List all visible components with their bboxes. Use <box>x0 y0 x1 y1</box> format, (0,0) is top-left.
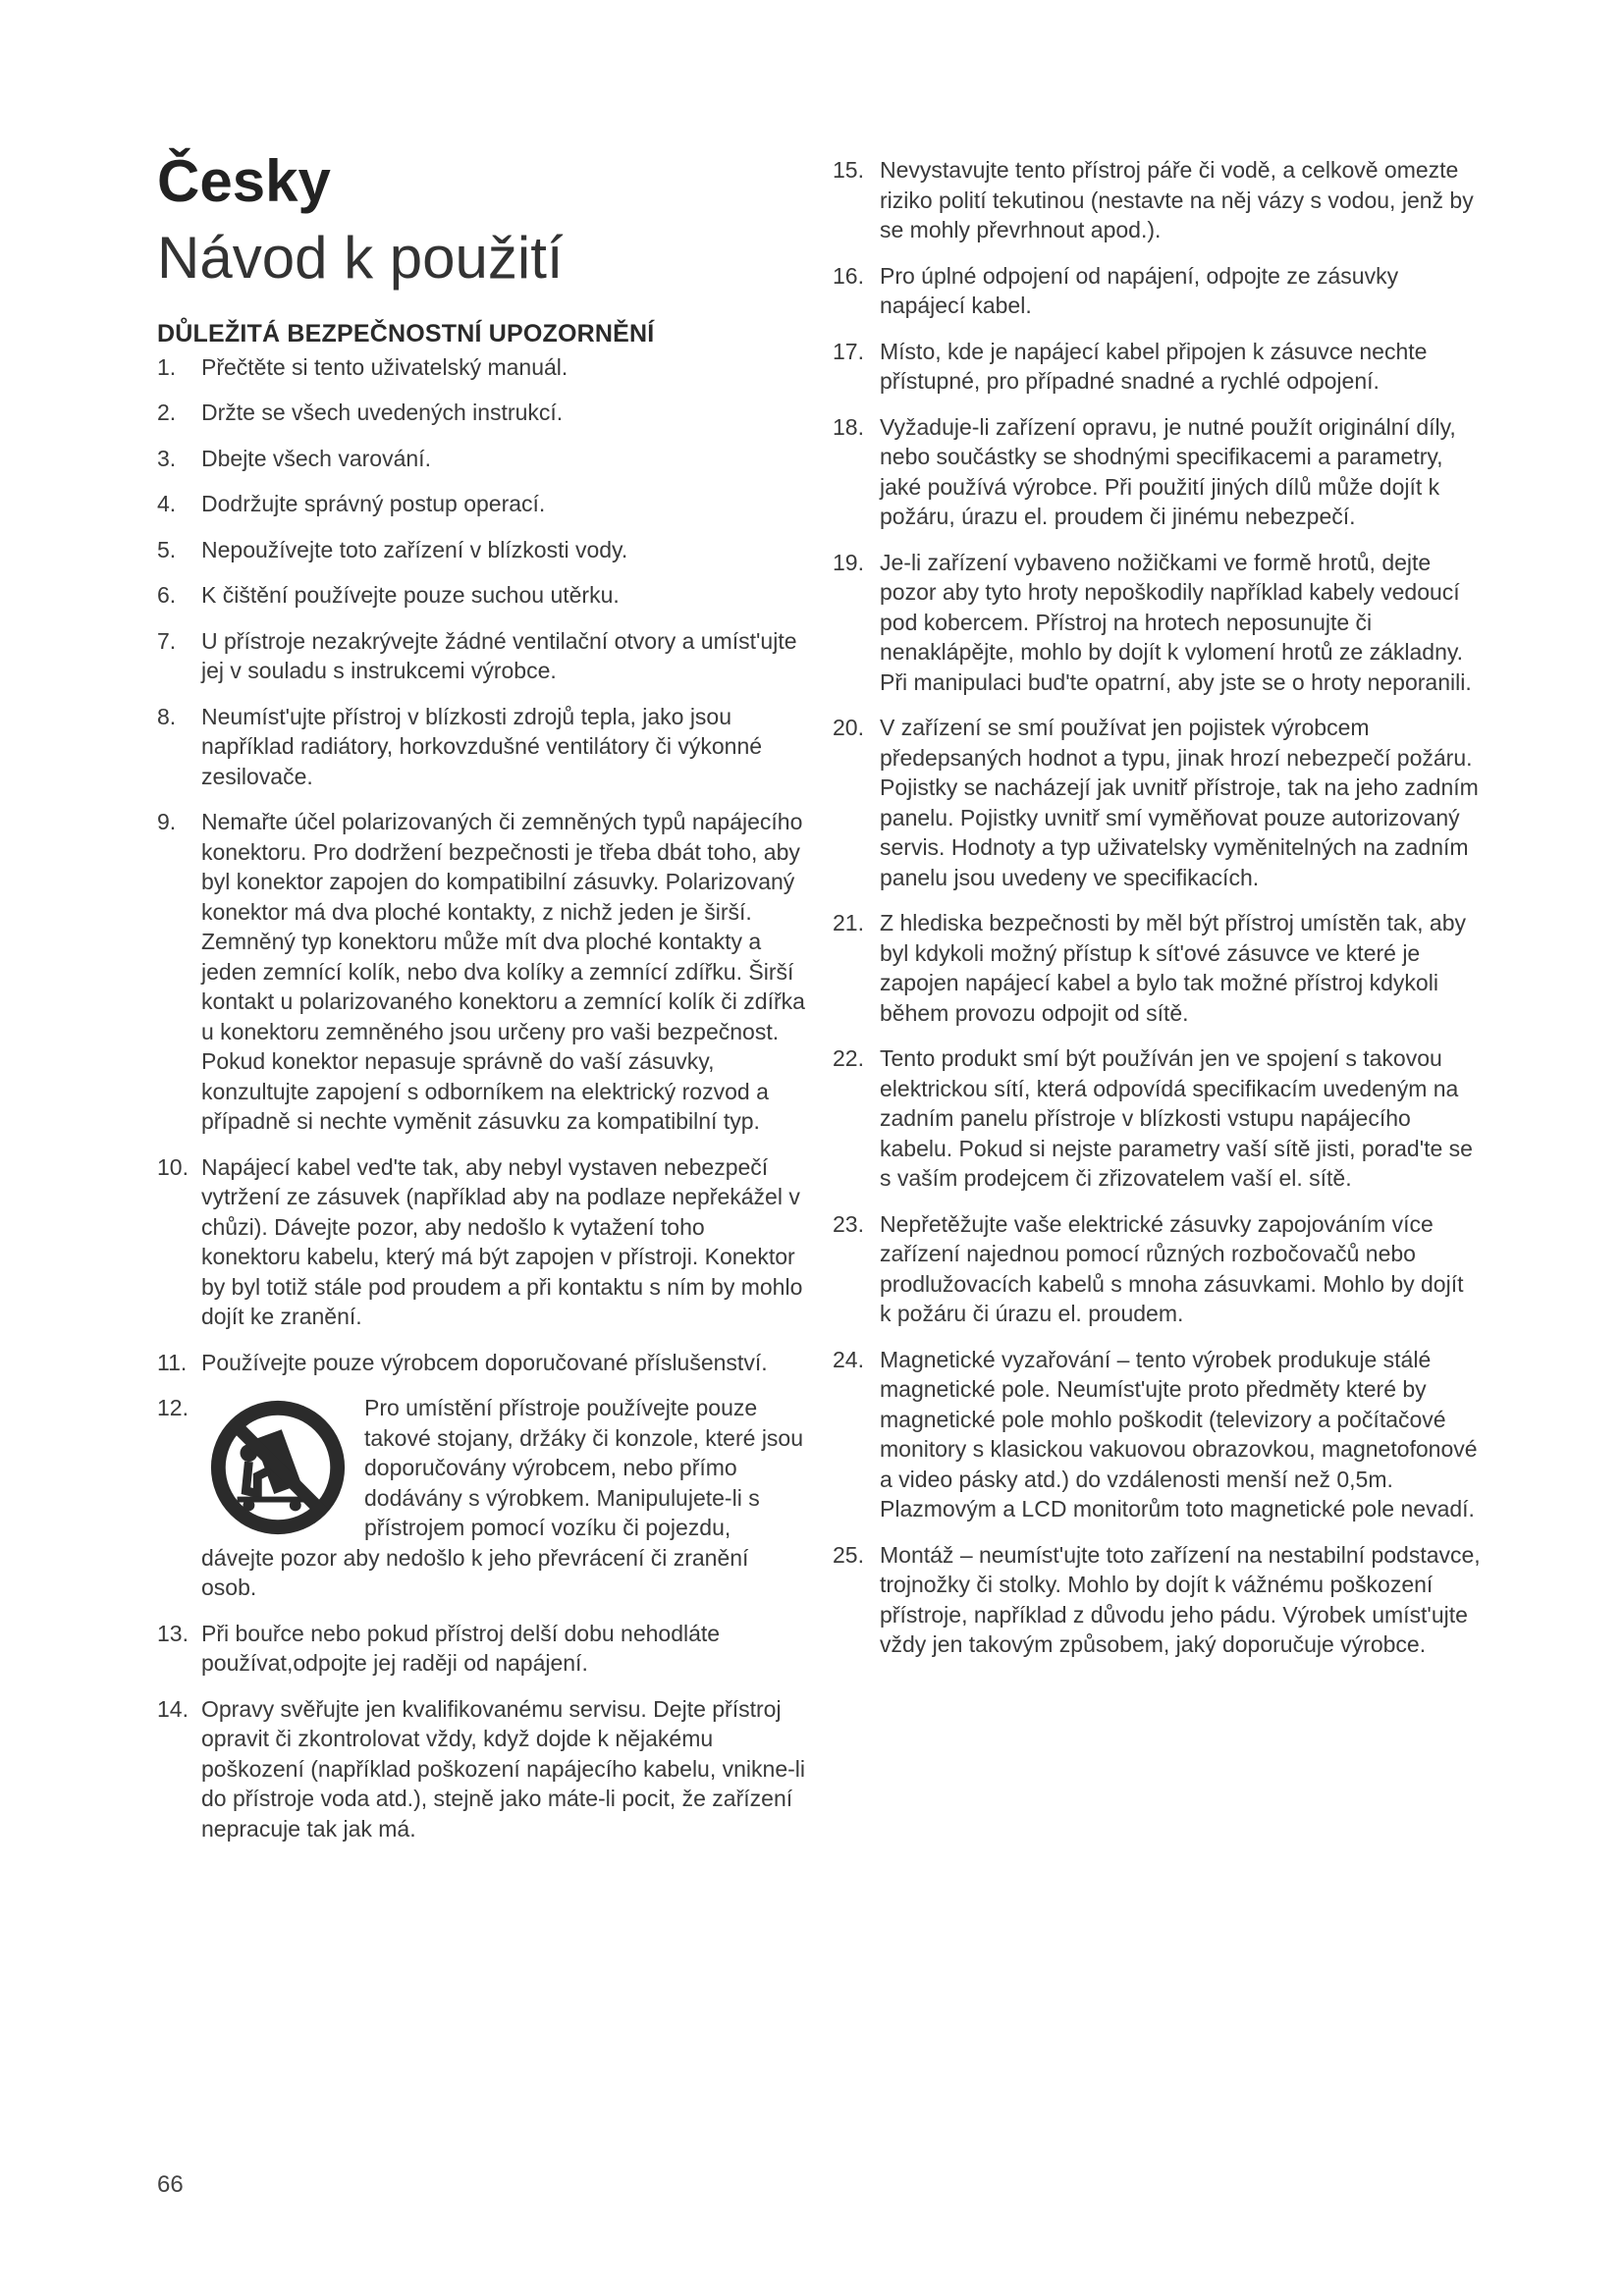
list-item <box>157 1619 805 1679</box>
list-item <box>157 626 805 686</box>
list-item <box>833 1209 1481 1329</box>
item-number: 20. <box>833 715 864 740</box>
list-item <box>157 1694 805 1844</box>
item-text: Nepřetěžujte vaše elektrické zásuvky zapojováním více zařízení najednou pomocí různých rozbočovačů nebo prodlužovacích kabelů s mnoha zásuvkami. Mohlo by dojít k požáru či úrazu el. proudem. <box>880 1210 1464 1326</box>
item-number: 2. <box>157 400 177 425</box>
list-item <box>833 548 1481 698</box>
item-number: 11. <box>157 1349 188 1375</box>
list-item <box>833 908 1481 1028</box>
item-text: Dodržujte správný postup operací. <box>201 491 546 516</box>
item-number: 15. <box>833 157 864 183</box>
item-text: Nemařte účel polarizovaných či zemněných typů napájecího konektoru. Pro dodržení bezpečnosti je třeba dbát toho, aby byl konektor zapojen do kompatibilní zásuvky. Polarizovaný konektor má dva ploché kontakty, z nichž jeden je širší. Zemněný typ konektoru může mít dva ploché kontakty a jeden zemnící kolík, nebo dva kolíky a zemnící zdířku. Širší kontakt u polarizovaného konektoru a zemnící kolík či zdířka u konektoru zemněného jsou určeny pro vaši bezpečnost. Pokud konektor nepasuje správně do vaší zásuvky, konzultujte zapojení s odborníkem na elektrický rozvod a případně si nechte vyměnit zásuvku za kompatibilní typ. <box>201 809 805 1134</box>
item-number: 23. <box>833 1210 864 1237</box>
item-number: 22. <box>833 1045 864 1071</box>
item-text: Nepoužívejte toto zařízení v blízkosti vody. <box>201 536 628 562</box>
item-number: 21. <box>833 910 864 935</box>
item-number: 10. <box>157 1153 189 1180</box>
item-text: Tento produkt smí být používán jen ve spojení s takovou elektrickou sítí, která odpovídá specifikacím uvedeným na zadním panelu přístroje v blízkosti vstupu napájecího kabelu. Pokud si nejste parametry vaší sítě jisti, porad'te se s vaším prodejcem či zřizovatelem vaší el. sítě. <box>880 1045 1473 1191</box>
item-number: 19. <box>833 549 864 575</box>
item-number: 14. <box>157 1695 189 1722</box>
item-text: Je-li zařízení vybaveno nožičkami ve formě hrotů, dejte pozor aby tyto hroty nepoškodily například kabely vedoucí pod kobercem. Přístroj na hrotech neposunujte či nenaklápějte, mohlo by dojít k vylomení hrotů ze základny. Při manipulaci bud'te opatrní, aby jste se o hroty neporanili. <box>880 549 1472 695</box>
list-item <box>157 1152 805 1332</box>
item-text: Držte se všech uvedených instrukcí. <box>201 400 564 425</box>
list-item <box>833 713 1481 892</box>
list-item <box>157 535 805 565</box>
cart-tipover-warning-icon <box>205 1395 351 1540</box>
section-heading: DŮLEŽITÁ BEZPEČNOSTNÍ UPOZORNĚNÍ <box>157 320 655 347</box>
item-number: 12. <box>157 1395 189 1420</box>
list-item <box>157 489 805 519</box>
item-number: 1. <box>157 353 177 380</box>
item-number: 24. <box>833 1346 864 1372</box>
item-text: K čištění používejte pouze suchou utěrku. <box>201 582 620 608</box>
left-column <box>157 319 805 1859</box>
language-title: Česky <box>157 148 331 214</box>
list-item <box>833 1345 1481 1524</box>
item-number: 16. <box>833 262 864 289</box>
item-text: Montáž – neumíst'ujte toto zařízení na nestabilní podstavce, trojnožky či stolky. Mohlo by dojít k vážnému poškození přístroje, například z důvodu jeho pádu. Výrobek umíst'ujte vždy jen takovým způsobem, jaký doporučuje výrobce. <box>880 1541 1481 1657</box>
item-number: 3. <box>157 445 177 471</box>
item-text: Neumíst'ujte přístroj v blízkosti zdrojů tepla, jako jsou například radiátory, horkovzdušné ventilátory či výkonné zesilovače. <box>201 703 763 789</box>
page-number: 66 <box>157 2171 184 2198</box>
list-item <box>833 155 1481 245</box>
item-number: 8. <box>157 703 177 729</box>
item-text: Opravy svěřujte jen kvalifikovanému servisu. Dejte přístroj opravit či zkontrolovat vždy, když dojde k nějakému poškození (například poškození napájecího kabelu, vnikne-li do přístroje voda atd.), stejně jako máte-li pocit, že zařízení nepracuje tak jak má. <box>201 1695 805 1842</box>
list-item <box>157 702 805 792</box>
item-number: 13. <box>157 1620 189 1646</box>
item-text: Pro umístění přístroje používejte pouze takové stojany, držáky či konzole, které jsou doporučovány výrobcem, nebo přímo dodávány s výrobkem. Manipulujete-li s přístrojem pomocí vozíku či pojezdu, dávejte pozor aby nedošlo k jeho převrácení či zranění osob. <box>201 1395 804 1600</box>
item-number: 5. <box>157 536 177 562</box>
item-text: V zařízení se smí používat jen pojistek výrobcem předepsaných hodnot a typu, jinak hrozí nebezpečí požáru. Pojistky se nacházejí jak uvnitř přístroje, tak na jeho zadním panelu. Pojistky uvnitř smí vyměňovat pouze autorizovaný servis. Hodnoty a typ uživatelsky vyměnitelných na zadním panelu jsou uvedeny ve specifikacích. <box>880 715 1479 890</box>
item-text: Přečtěte si tento uživatelský manuál. <box>201 353 568 380</box>
list-item <box>157 444 805 474</box>
list-item <box>157 398 805 428</box>
safety-list-right <box>833 155 1481 1660</box>
list-item <box>833 412 1481 532</box>
item-text: Používejte pouze výrobcem doporučované příslušenství. <box>201 1349 768 1375</box>
safety-list-left <box>157 352 805 1844</box>
item-text: U přístroje nezakrývejte žádné ventilační otvory a umíst'ujte jej v souladu s instrukcemi výrobce. <box>201 627 797 683</box>
item-text: Místo, kde je napájecí kabel připojen k zásuvce nechte přístupné, pro případné snadné a rychlé odpojení. <box>880 338 1428 394</box>
list-item <box>833 1540 1481 1660</box>
item-number: 17. <box>833 338 864 364</box>
item-text: Nevystavujte tento přístroj páře či vodě, a celkově omezte riziko polití tekutinou (nestavte na něj vázy s vodou, jenž by se mohly převrhnout apod.). <box>880 157 1474 242</box>
item-number: 7. <box>157 627 177 654</box>
list-item <box>157 1393 805 1603</box>
list-item <box>833 337 1481 397</box>
list-item <box>157 352 805 383</box>
item-text: Magnetické vyzařování – tento výrobek produkuje stálé magnetické pole. Neumíst'ujte proto předměty které by magnetické pole mohlo poškodit (televizory a počítačové monitory s klasickou vakuovou obrazovkou, magnetofonové a video pásky atd.) do vzdálenosti menší než 0,5m. Plazmovým a LCD monitorům toto magnetické pole nevadí. <box>880 1346 1478 1522</box>
list-item <box>157 807 805 1137</box>
item-number: 25. <box>833 1541 864 1568</box>
list-item <box>157 580 805 611</box>
item-text: Při bouřce nebo pokud přístroj delší dobu nehodláte používat,odpojte jej raději od napájení. <box>201 1620 721 1676</box>
item-number: 6. <box>157 582 177 608</box>
document-title: Návod k použití <box>157 225 564 291</box>
item-number: 4. <box>157 491 177 516</box>
item-text: Napájecí kabel ved'te tak, aby nebyl vystaven nebezpečí vytržení ze zásuvek (například aby na podlaze nepřekážel v chůzi). Dávejte pozor, aby nedošlo k vytažení toho konektoru kabelu, který má být zapojen v přístroji. Konektor by byl totiž stále pod proudem a při kontaktu s ním by mohlo dojít ke zranění. <box>201 1153 803 1329</box>
item-text: Pro úplné odpojení od napájení, odpojte ze zásuvky napájecí kabel. <box>880 262 1399 318</box>
item-number: 9. <box>157 809 177 834</box>
item-text: Dbejte všech varování. <box>201 445 431 471</box>
list-item <box>157 1348 805 1378</box>
item-text: Z hlediska bezpečnosti by měl být přístroj umístěn tak, aby byl kdykoli možný přístup k sít'ové zásuvce ve které je zapojen napájecí kabel a bylo tak možné přístroj kdykoli během provozu odpojit od sítě. <box>880 910 1466 1026</box>
list-item <box>833 1043 1481 1194</box>
right-column <box>833 155 1481 1676</box>
list-item <box>833 261 1481 321</box>
item-text: Vyžaduje-li zařízení opravu, je nutné použít originální díly, nebo součástky se shodnými specifikacemi a parametry, jaké používá výrobce. Při použití jiných dílů může dojít k požáru, úrazu el. proudem či jinému nebezpečí. <box>880 413 1456 529</box>
item-number: 18. <box>833 413 864 440</box>
